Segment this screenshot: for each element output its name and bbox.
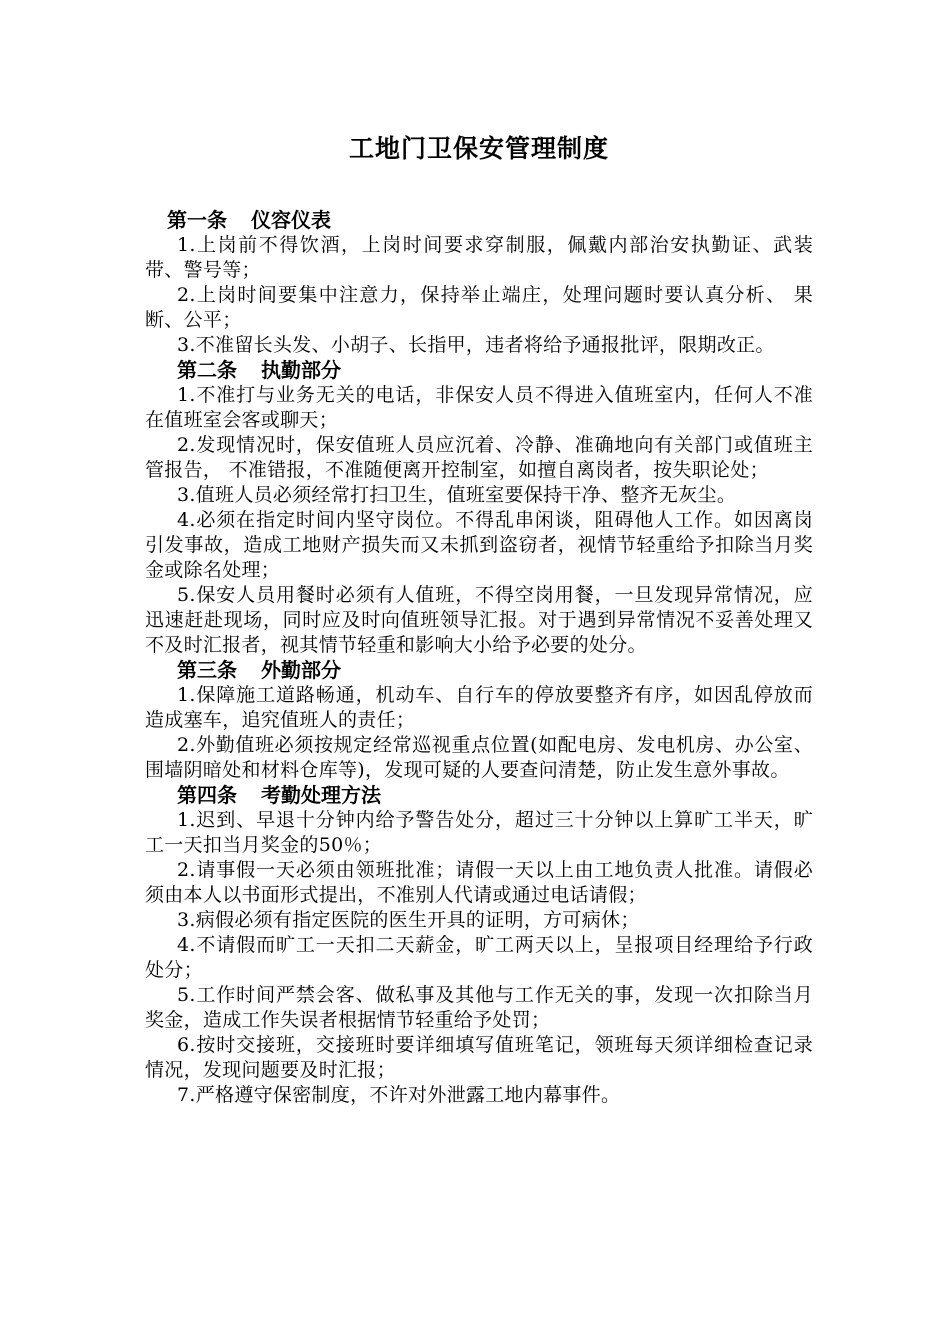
section-heading [145, 208, 813, 233]
clause-item: 1.保障施工道路畅通，机动车、自行车的停放要整齐有序，如因乱停放而造成塞车，追究值班人的责任； [145, 684, 813, 731]
clause-item: 2.请事假一天必须由领班批准；请假一天以上由工地负责人批准。请假必须由本人以书面形式提出，不准别人代请或通过电话请假； [145, 859, 813, 906]
section-heading [145, 358, 813, 383]
section-number: 第四条 [177, 783, 237, 807]
section-number: 第一条 [167, 208, 227, 232]
section-heading [145, 658, 813, 683]
clause-item: 2.外勤值班必须按规定经常巡视重点位置(如配电房、发电机房、办公室、围墙阴暗处和材料仓库等)，发现可疑的人要查问清楚，防止发生意外事故。 [145, 734, 813, 781]
clause-item: 5.保安人员用餐时必须有人值班，不得空岗用餐，一旦发现异常情况，应迅速赶赴现场，同时应及时向值班领导汇报。对于遇到异常情况不妥善处理又不及时汇报者，视其情节轻重和影响大小给予必要的处分。 [145, 584, 813, 656]
document-page [145, 128, 813, 1108]
section-2 [145, 358, 813, 658]
clause-item: 6.按时交接班，交接班时要详细填写值班笔记，领班每天须详细检查记录情况，发现问题要及时汇报； [145, 1034, 813, 1081]
clause-item: 3.不准留长头发、小胡子、长指甲，违者将给予通报批评，限期改正。 [177, 334, 775, 356]
document-title: 工地门卫保安管理制度 [348, 134, 609, 163]
clause-item: 3.病假必须有指定医院的医生开具的证明，方可病休； [177, 909, 640, 931]
section-4 [145, 783, 813, 1108]
section-1 [145, 208, 813, 358]
clause-item: 4.不请假而旷工一天扣二天薪金，旷工两天以上，呈报项目经理给予行政处分； [145, 934, 813, 981]
section-heading [145, 783, 813, 808]
section-name: 仪容仪表 [251, 208, 331, 232]
clause-item: 4.必须在指定时间内坚守岗位。不得乱串闲谈，阻碍他人工作。如因离岗引发事故，造成工地财产损失而又未抓到盗窃者，视情节轻重给予扣除当月奖金或除名处理； [145, 509, 813, 581]
clause-item: 2.上岗时间要集中注意力，保持举止端庄，处理问题时要认真分析、 果断、公平； [145, 284, 813, 331]
section-name: 考勤处理方法 [261, 783, 381, 807]
clause-item: 1.迟到、早退十分钟内给予警告处分，超过三十分钟以上算旷工半天，旷工一天扣当月奖金的50％； [145, 809, 813, 856]
section-3 [145, 658, 813, 783]
clause-item: 2.发现情况时，保安值班人员应沉着、冷静、准确地向有关部门或值班主管报告， 不准错报，不准随便离开控制室，如擅自离岗者，按失职论处； [145, 434, 813, 481]
section-name: 外勤部分 [261, 658, 341, 682]
clause-item: 7.严格遵守保密制度，不许对外泄露工地内幕事件。 [177, 1084, 621, 1106]
section-number: 第二条 [177, 358, 237, 382]
clause-item: 1.不准打与业务无关的电话，非保安人员不得进入值班室内，任何人不准在值班室会客或聊天； [145, 384, 813, 431]
clause-item: 5.工作时间严禁会客、做私事及其他与工作无关的事，发现一次扣除当月奖金，造成工作失误者根据情节轻重给予处罚； [145, 984, 813, 1031]
clause-item: 1.上岗前不得饮酒，上岗时间要求穿制服，佩戴内部治安执勤证、武装带、警号等； [145, 234, 813, 281]
section-name: 执勤部分 [261, 358, 341, 382]
section-number: 第三条 [177, 658, 237, 682]
clause-item: 3.值班人员必须经常打扫卫生，值班室要保持干净、整齐无灰尘。 [177, 484, 737, 506]
